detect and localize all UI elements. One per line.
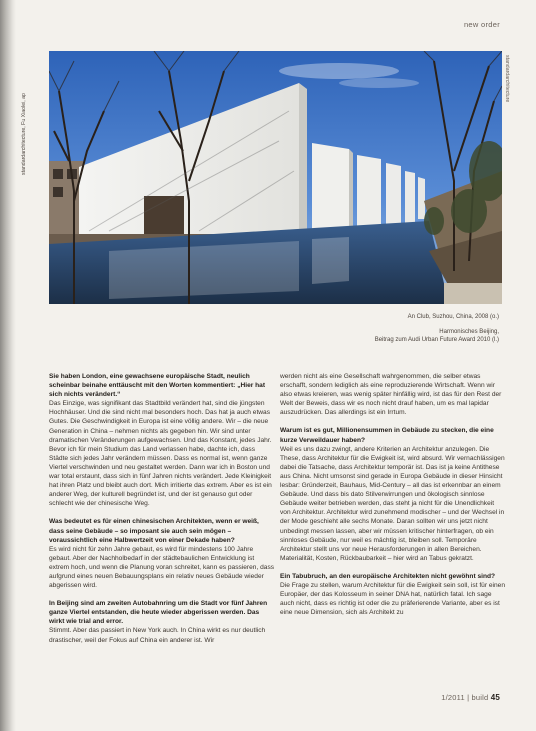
page-footer [441,693,500,702]
interview-question: Was bedeutet es für einen chinesischen Architekten, wenn er weiß, dass seine Gebäude – so imposant sie auch sein mögen – voraussichtlich eine Halbwertzeit von einer Dekade haben? [49,518,259,544]
interview-answer: Die Frage zu stellen, warum Architektur für die Ewigkeit sein soll, ist für einen Europäer, der das Kolosseum in seiner DNA hat, natürlich fatal. Ich sage auch nicht, dass es richtig ist oder die zu präferierende Variante, aber es ist eine neue Dimension, sich als Architekt zu [280,581,506,617]
interview-answer: Es wird nicht für zehn Jahre gebaut, es wird für mindestens 100 Jahre gebaut. Aber der Nachholbedarf in der städtebaulichen Entwicklung ist extrem hoch, und wenn die Planung voran schreitet, kann es passieren, dass aufgrund eines neuen Bebauungsplans ein relativ neues Gebäude wieder abgerissen wird. [49,545,275,590]
interview-answer: Das Einzige, was signifikant das Stadtbild verändert hat, sind die jüngsten Hochhäuser. Und die sind nicht mal besonders hoch. Das hat ja auch etwas Gutes. Die Geschwindigkeit in Europa ist eine völlig andere. Wir – die neue Generation in China – nehmen nichts als gegeben hin. Wir sind unter dramatischen Veränderungen aufgewachsen. Und das Konstant, jedes Jahr. Bevor ich für mein Studium das Land verlassen habe, dachte ich, dass Städte sich jedes Jahr verändern müssen. Dass es normal ist, wenn ganze Viertel verschwinden und neu gestaltet werden. Dann war ich in Boston und war total erstaunt, dass sich in fünf Jahren nichts verändert. Jede Kleinigkeit hat ihren Platz und bleibt auch dort. Mich irritierte das extrem. Aber es ist ein anderer Weg, der kulturell begründet ist, und der ist genauso gut oder schlecht wie der chinesische Weg. [49,400,272,508]
interview-question: Warum ist es gut, Millionensummen in Gebäude zu stecken, die eine kurze Verweildauer haben? [280,427,494,444]
caption-an-club: An Club, Suzhou, China, 2008 (o.) [407,314,499,320]
article-column-right [280,372,506,617]
caption-award: Beitrag zum Audi Urban Future Award 2010 (l.) [374,337,499,343]
article-column-left [49,372,275,645]
binding-shadow [0,0,16,731]
an-club-photo [49,51,502,304]
photo-credit-right [503,55,511,135]
issue-label: 1/2011 | build [441,693,489,702]
interview-question: Ein Tabubruch, an den europäische Architekten nicht gewöhnt sind? [280,572,496,580]
photo-credit-left-text: standardarchitecture, Fu Xiaolei, ap [21,93,27,175]
interview-question: In Beijing sind am zweiten Autobahnring um die Stadt vor fünf Jahren ganze Viertel entstanden, die heute wieder abgerissen werden. Das wirkt wie trial and error. [49,600,268,626]
interview-question: Sie haben London, eine gewachsene europäische Stadt, neulich scheinbar beinahe enttäuscht mit den Worten kommentiert: „Hier hat sich nichts verändert.“ [49,373,266,399]
photo-credit-left [21,55,29,175]
interview-answer: Stimmt. Aber das passiert in New York auch. In China wirkt es nur deutlich drastischer, weil der Fokus auf China ein anderer ist. Wir [49,627,266,644]
interview-answer: werden nicht als eine Gesellschaft wahrgenommen, die selber etwas erschafft, sondern lediglich als eine reproduzierende Wirtschaft. Wenn wir also etwas kreieren, was wenig später hinfällig wird, ist das für den Rest der Welt der Beweis, dass wir es noch nicht drauf haben, um es mal lapidar auszudrücken. Das allerdings ist ein Irrtum. [280,373,502,417]
photo-illustration [49,51,502,304]
section-tag: new order [463,20,500,29]
caption-harmonisches-beijing: Harmonisches Beijing, [439,329,499,335]
page-number: 45 [490,693,500,702]
interview-answer: Weil es uns dazu zwingt, andere Kriterien an Architektur anzulegen. Die These, dass Architektur für die Ewigkeit ist, wird absurd. Wir vernachlässigen dabei die Tatsache, dass Architektur temporär ist. Das ist ja keine Antithese aus China. Nicht umsonst sind gerade in Europa Gebäude in dieser Hinsicht lesbar: Gründerzeit, Bauhaus, Mid-Century – all das ist erkennbar an einem Gebäude. Und dass bis dato Stilverwirrungen und ökologisch sinnlose Gebäude weiter betrieben werden, das steht ja nicht für die Unendlichkeit von Architektur. Architektur wird zunehmend modischer – und der Wechsel in der Mode geschieht alle sechs Monate. Daran sollten wir uns jetzt nicht unbedingt messen lassen, aber wir müssen kritischer hinterfragen, ob ein sinnloses Gebäude, nur weil es mächtig ist, bleiben soll. Temporäre Architektur stellt uns vor neue Herausforderungen in allen Bereichen. Materialität, Kosten, Rückbaubarkeit – hier wird an Tabus gekratzt. [280,445,505,562]
photo-credit-right-text: standardarchitecture [504,55,510,103]
